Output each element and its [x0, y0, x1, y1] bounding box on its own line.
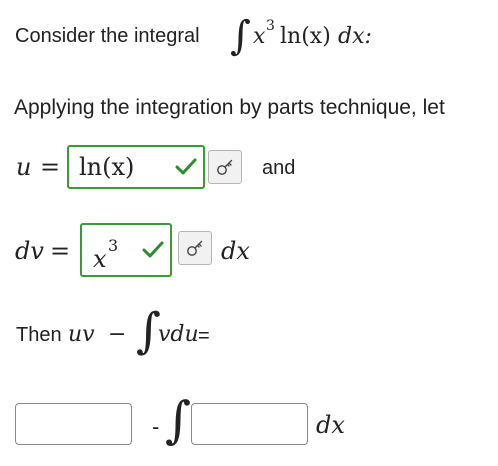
key-icon	[186, 239, 204, 257]
integrand-base: x	[253, 24, 266, 49]
u-key-button[interactable]	[208, 150, 242, 184]
and-text: and	[262, 157, 296, 179]
then-equals: =	[198, 325, 210, 347]
uv-term: uv	[68, 322, 95, 347]
dv-equals: =	[50, 237, 71, 265]
check-icon	[175, 157, 197, 177]
u-answer-field[interactable]	[67, 145, 205, 189]
then-integral-sign: ∫	[136, 303, 162, 359]
u-variable: u	[16, 153, 32, 181]
integrand-ln: ln(x)	[280, 24, 331, 49]
check-icon	[142, 240, 164, 260]
vdu-term: vdu	[158, 322, 199, 347]
dv-key-button[interactable]	[178, 231, 212, 265]
dv-answer-exponent: 3	[108, 236, 119, 255]
dv-answer-base: x	[93, 245, 107, 273]
then-text: Then	[16, 324, 62, 346]
integrand-dx: dx:	[338, 24, 372, 49]
dv-dx: dx	[221, 237, 250, 265]
uv-answer-input[interactable]	[15, 403, 132, 445]
consider-text: Consider the integral	[15, 25, 200, 47]
final-dx: dx	[316, 411, 345, 439]
dv-variable: dv	[15, 237, 44, 265]
integral-sign: ∫	[230, 13, 251, 59]
instruction-text: Applying the integration by parts technique, let	[14, 96, 445, 119]
key-icon	[216, 158, 234, 176]
then-minus: −	[108, 322, 127, 347]
dv-answer-field[interactable]	[80, 223, 172, 277]
vdu-answer-input[interactable]	[191, 403, 308, 445]
final-minus: -	[152, 414, 160, 439]
final-integral-sign: ∫	[165, 391, 192, 449]
u-equals: =	[40, 153, 61, 181]
u-answer-value: ln(x)	[79, 153, 135, 181]
integrand-exponent: 3	[266, 18, 275, 34]
